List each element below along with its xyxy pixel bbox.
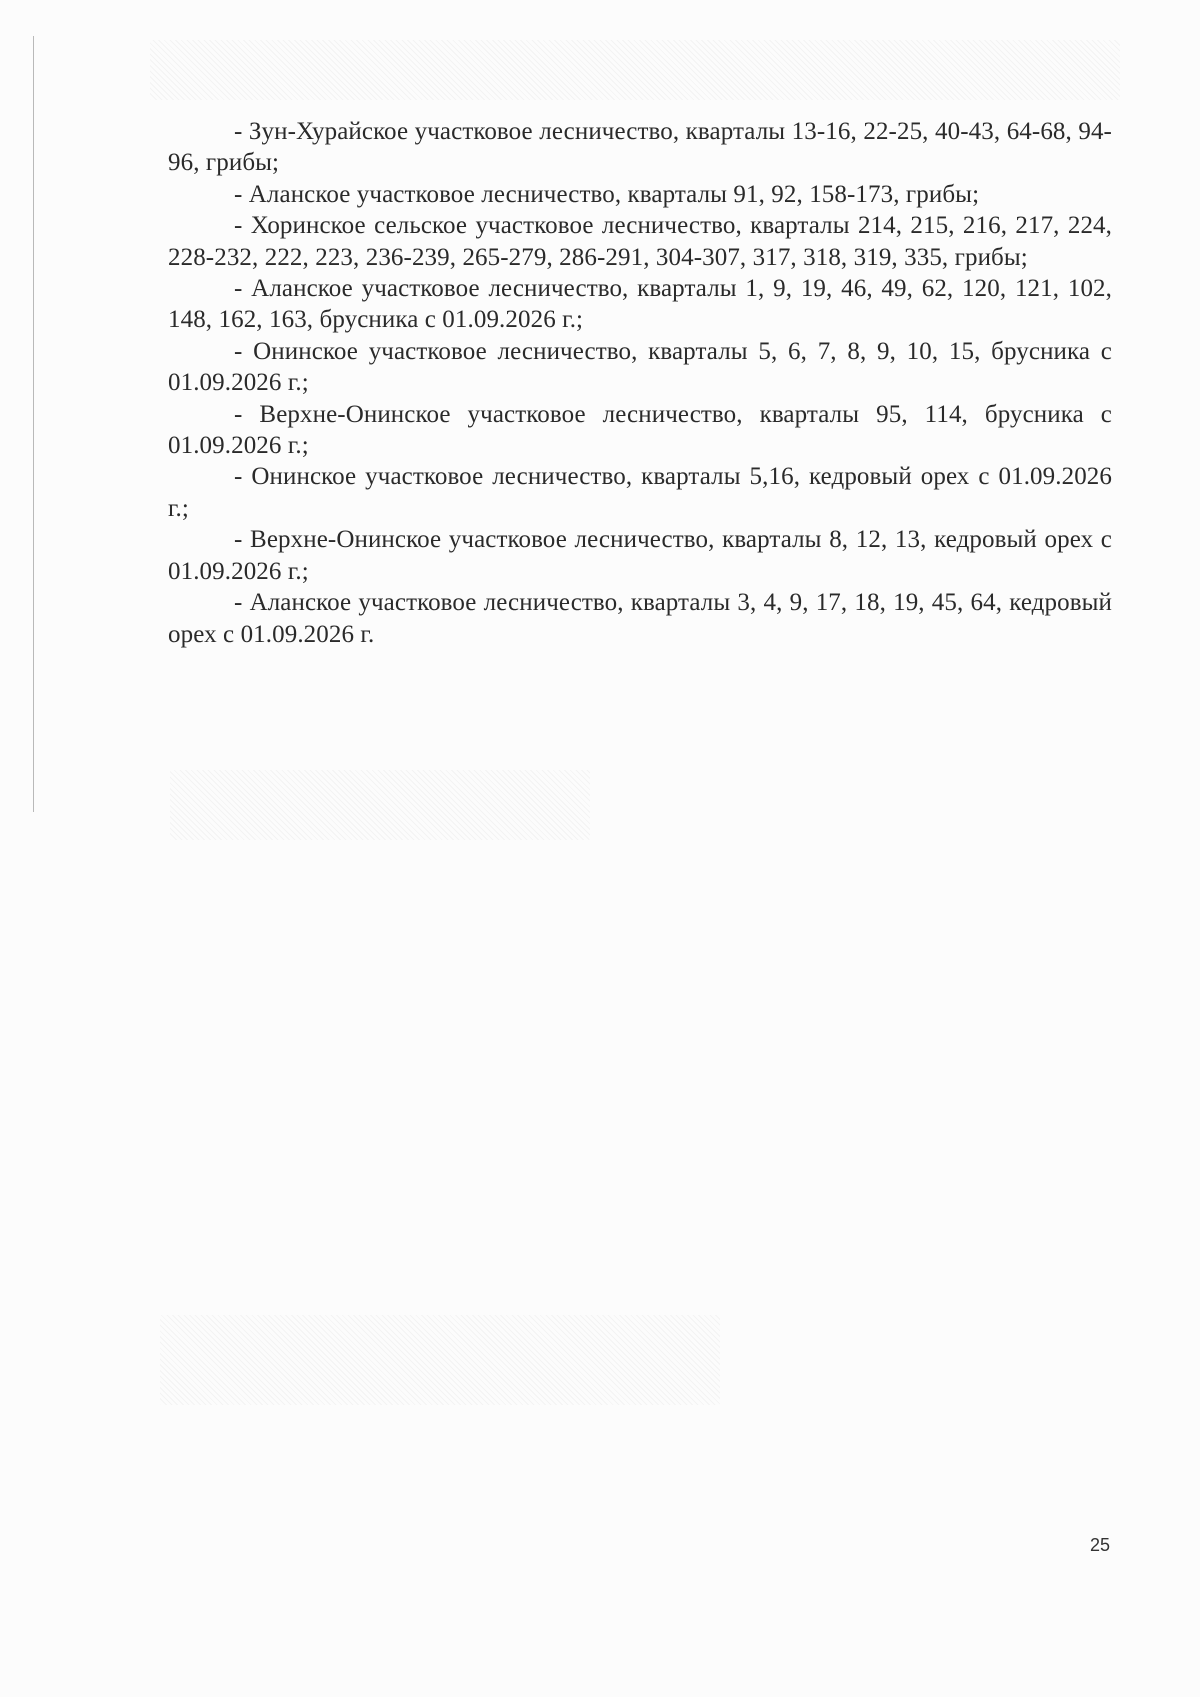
document-body <box>168 116 1112 650</box>
paragraph-verkhne-onin-lingonberry: - Верхне-Онинское участковое лесничество, кварталы 95, 114, брусника с 01.09.2026 г.; <box>168 400 1112 460</box>
paragraph-onin-pine-nut: - Онинское участковое лесничество, кварталы 5,16, кедровый орех с 01.09.2026 г.; <box>168 463 1112 522</box>
paragraph-onin-lingonberry: - Онинское участковое лесничество, кварталы 5, 6, 7, 8, 9, 10, 15, брусника с 01.09.2026 г.; <box>168 337 1112 397</box>
scan-noise <box>170 770 590 840</box>
paragraph-verkhne-onin-pine-nut: - Верхне-Онинское участковое лесничество, кварталы 8, 12, 13, кедровый орех с 01.09.2026 г.; <box>168 526 1112 585</box>
paragraph-alan-mushrooms: - Аланское участковое лесничество, кварталы 91, 92, 158-173, грибы; <box>234 180 980 208</box>
page-number: 25 <box>1090 1535 1111 1555</box>
scan-noise <box>160 1315 720 1405</box>
scan-noise <box>150 40 1120 100</box>
paragraph-alan-pine-nut: - Аланское участковое лесничество, кварталы 3, 4, 9, 17, 18, 19, 45, 64, кедровый орех с 01.09.2026 г. <box>168 589 1112 648</box>
paragraph-alan-lingonberry: - Аланское участковое лесничество, кварталы 1, 9, 19, 46, 49, 62, 120, 121, 102, 148, 162, 163, брусника с 01.09.2026 г.; <box>168 275 1112 334</box>
paragraph-khorinsk-mushrooms: - Хоринское сельское участковое лесничество, кварталы 214, 215, 216, 217, 224, 228-232, 222, 223, 236-239, 265-279, 286-291, 304-307, 317, 318, 319, 335, грибы; <box>168 212 1112 271</box>
scan-border-line <box>33 36 34 812</box>
paragraph-zun-khurai-mushrooms: - Зун-Хурайское участковое лесничество, кварталы 13-16, 22-25, 40-43, 64-68, 94-96, грибы; <box>168 118 1112 177</box>
